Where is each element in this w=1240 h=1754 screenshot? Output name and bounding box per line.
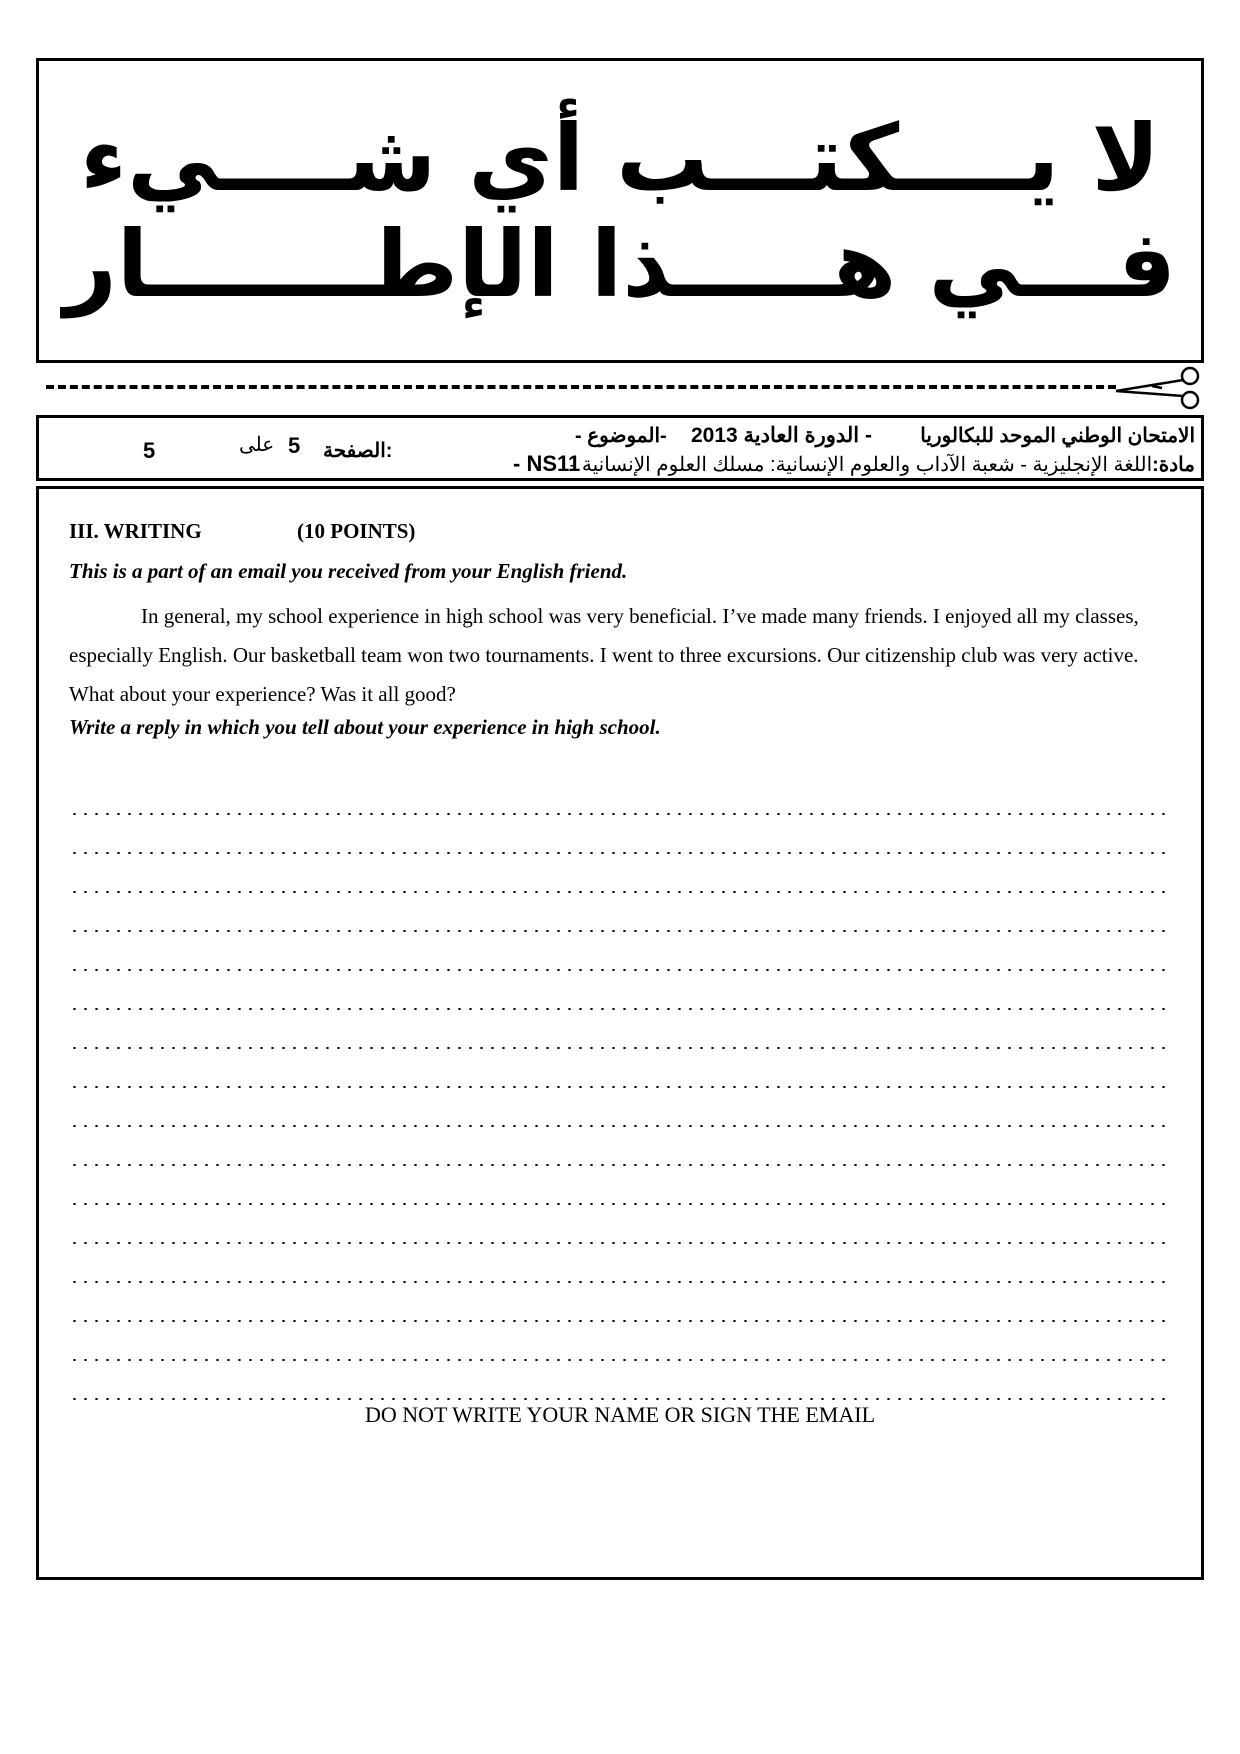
scissors-icon	[1112, 365, 1204, 411]
answer-line[interactable]	[69, 891, 1169, 893]
do-not-write-frame	[36, 58, 1204, 363]
subject-text: اللغة الإنجليزية - شعبة الآداب والعلوم الإنسانية: مسلك العلوم الإنسانية -	[569, 454, 1153, 476]
answer-line[interactable]	[69, 1203, 1169, 1205]
stamp-text-line-1: لا يــــكتـــب أي شــــيء	[80, 105, 1160, 212]
answer-line[interactable]	[69, 1164, 1169, 1166]
section-title: III. WRITING	[69, 519, 202, 543]
page-label: الصفحة:	[323, 440, 393, 462]
subject-line	[570, 455, 1195, 475]
page-number: 5	[288, 433, 301, 458]
exam-title: الامتحان الوطني الموحد للبكالوريا	[920, 425, 1195, 447]
writing-task: Write a reply in which you tell about your experience in high school.	[69, 715, 661, 739]
email-excerpt	[69, 597, 1169, 714]
footer-instruction: DO NOT WRITE YOUR NAME OR SIGN THE EMAIL	[364, 1402, 876, 1427]
prompt-intro: This is a part of an email you received from your English friend.	[69, 559, 628, 583]
answer-line[interactable]	[69, 1320, 1169, 1322]
answer-line[interactable]	[69, 1242, 1169, 1244]
answer-line[interactable]	[69, 1359, 1169, 1361]
answer-line[interactable]	[69, 930, 1169, 932]
answer-line[interactable]	[69, 1086, 1169, 1088]
answer-line[interactable]	[69, 813, 1169, 815]
exam-header	[36, 415, 1204, 481]
stamp-text-line-2: فـــي هـــــذا الإطـــــــار	[63, 211, 1177, 318]
answer-line[interactable]	[69, 852, 1169, 854]
section-points: (10 POINTS)	[297, 519, 416, 543]
answer-line[interactable]	[69, 1047, 1169, 1049]
cut-dashed-line	[46, 385, 1116, 389]
exam-code: - NS11	[513, 451, 581, 476]
subject-label: -الموضوع -	[575, 425, 667, 447]
exam-session: - الدورة العادية 2013	[691, 424, 872, 447]
answer-line[interactable]	[69, 1281, 1169, 1283]
answer-line[interactable]	[69, 1398, 1169, 1400]
writing-section	[36, 486, 1204, 1580]
page-total: 5	[143, 438, 156, 463]
email-paragraph: In general, my school experience in high school was very beneficial. I’ve made many friends. I enjoyed all my classes, especially English. Our basketball team won two tournaments. I went to three excursions. Our citizenship club was very active. What about your experience? Was it all good?	[69, 604, 1139, 706]
answer-line[interactable]	[69, 969, 1169, 971]
answer-line[interactable]	[69, 1008, 1169, 1010]
page-of-label: على	[239, 434, 275, 456]
subject-prefix: مادة:	[1152, 454, 1195, 476]
answer-line[interactable]	[69, 1125, 1169, 1127]
